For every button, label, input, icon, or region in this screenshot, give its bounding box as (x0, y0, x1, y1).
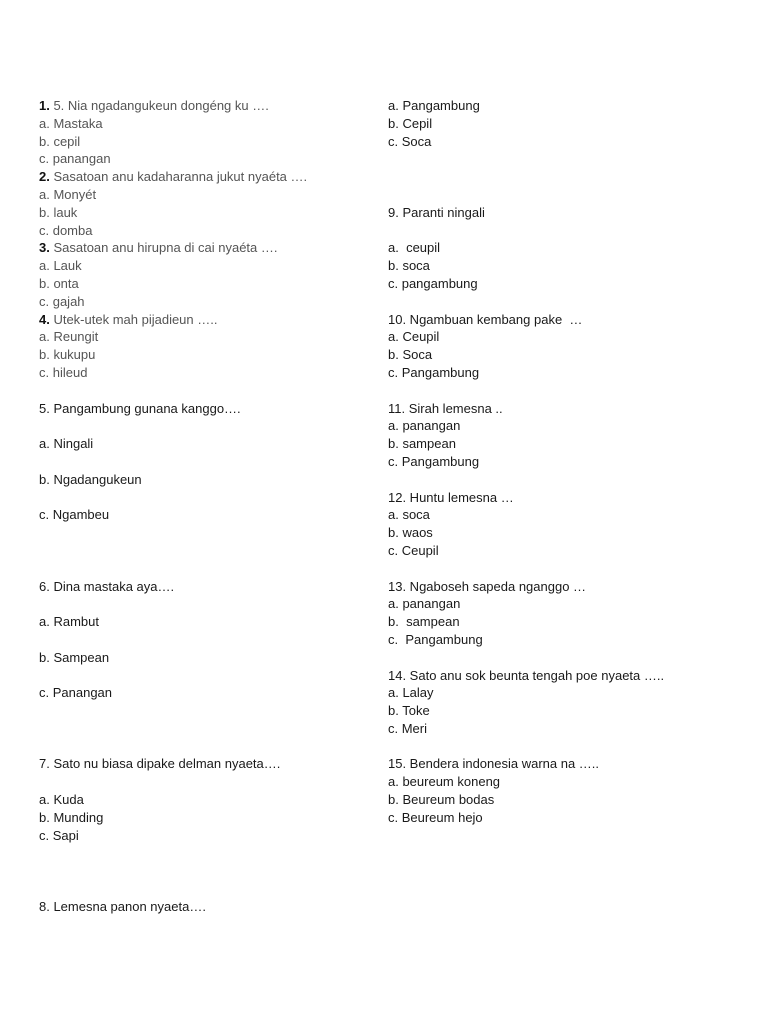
option-c: c. Pangambung (388, 453, 480, 469)
option-b: b. lauk (39, 204, 78, 220)
option-a: a. panangan (388, 418, 461, 434)
option-b: b. waos (388, 525, 433, 541)
question-12: 12. Huntu lemesna … (388, 489, 514, 505)
question-8: 8. Lemesna panon nyaeta…. (39, 898, 206, 914)
option-b: b. sampean (388, 614, 460, 630)
option-b: b. Toke (388, 703, 430, 719)
option-a: a. Monyét (39, 186, 97, 202)
option-b: b. cepil (39, 133, 81, 149)
question-14: 14. Sato anu sok beunta tengah poe nyaeta ….. (388, 667, 665, 683)
option-c: c. gajah (39, 293, 85, 309)
question-4 (39, 311, 369, 329)
option-a: a. Ningali (39, 436, 94, 452)
option-c: c. Meri (388, 720, 427, 736)
question-6: 6. Dina mastaka aya…. (39, 578, 175, 594)
question-9: 9. Paranti ningali (388, 204, 485, 220)
option-a: a. Mastaka (39, 115, 103, 131)
question-10: 10. Ngambuan kembang pake … (388, 311, 583, 327)
question-3 (39, 239, 369, 257)
option-b: b. onta (39, 275, 79, 291)
option-c: c. Sapi (39, 827, 79, 843)
option-a: a. Ceupil (388, 329, 440, 345)
option-c: c. hileud (39, 364, 88, 380)
option-c: c. Beureum hejo (388, 809, 483, 825)
option-c: c. Ngambeu (39, 507, 110, 523)
option-a: a. soca (388, 507, 430, 523)
question-1 (39, 97, 369, 115)
option-a: a. Lauk (39, 258, 82, 274)
question-text: 5. Nia ngadangukeun dongéng ku …. (49, 98, 269, 113)
option-a: a. panangan (388, 596, 461, 612)
left-column (39, 97, 369, 916)
option-b: b. kukupu (39, 347, 96, 363)
option-b: b. Ngadangukeun (39, 471, 142, 487)
option-b: b. sampean (388, 436, 456, 452)
question-text: Sasatoan anu kadaharanna jukut nyaéta …. (49, 169, 308, 185)
question-15: 15. Bendera indonesia warna na ….. (388, 756, 600, 772)
option-b: b. Cepil (388, 115, 433, 131)
question-text: Utek-utek mah pijadieun ….. (49, 311, 218, 327)
question-number: 1. (39, 98, 50, 113)
option-c: c. Panangan (39, 685, 113, 701)
question-11: 11. Sirah lemesna .. (388, 400, 503, 416)
option-b: b. soca (388, 258, 430, 274)
option-c: c. Ceupil (388, 542, 439, 558)
question-7: 7. Sato nu biasa dipake delman nyaeta…. (39, 756, 281, 772)
option-a: a. Lalay (388, 685, 434, 701)
question-2 (39, 168, 369, 186)
option-c: c. domba (39, 222, 93, 238)
option-b: b. Soca (388, 347, 433, 363)
question-number: 4. (39, 311, 50, 327)
question-5: 5. Pangambung gunana kanggo…. (39, 400, 241, 416)
option-c: c. Pangambung (388, 631, 483, 647)
option-a: a. Pangambung (388, 98, 480, 113)
option-a: a. ceupil (388, 240, 441, 256)
option-c: c. panangan (39, 151, 111, 167)
right-column (388, 97, 748, 827)
option-a: a. Kuda (39, 792, 84, 808)
question-13: 13. Ngaboseh sapeda nganggo … (388, 578, 587, 594)
option-c: c. Pangambung (388, 364, 480, 380)
option-c: c. Soca (388, 133, 432, 149)
question-number: 3. (39, 240, 50, 256)
option-a: a. beureum koneng (388, 774, 501, 790)
option-b: b. Munding (39, 809, 104, 825)
option-b: b. Beureum bodas (388, 792, 495, 808)
option-a: a. Rambut (39, 614, 99, 630)
question-text: Sasatoan anu hirupna di cai nyaéta …. (49, 240, 278, 256)
option-b: b. Sampean (39, 649, 110, 665)
option-a: a. Reungit (39, 329, 99, 345)
option-c: c. pangambung (388, 275, 478, 291)
question-number: 2. (39, 169, 50, 185)
